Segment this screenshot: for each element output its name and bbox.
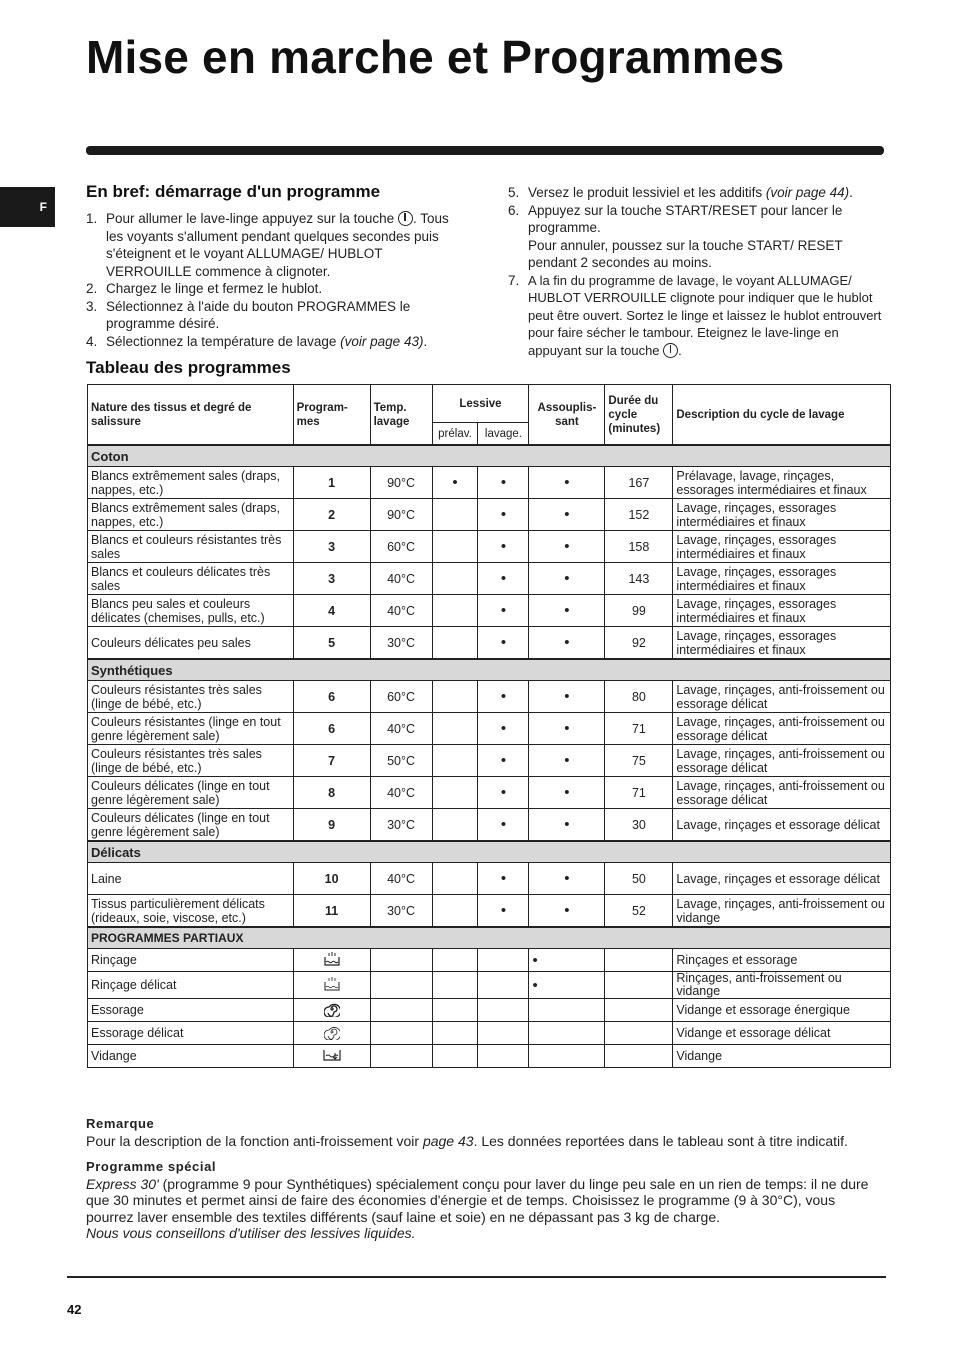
section-row [88, 659, 891, 681]
description-cell: Lavage, rinçages, essorages intermédiaires et finaux [673, 499, 891, 531]
header-temperature: Temp. lavage [370, 385, 432, 446]
rinse-icon [323, 951, 341, 970]
fabric-cell: Blancs peu sales et couleurs délicates (chemises, pulls, etc.) [88, 595, 294, 627]
fabric-cell: Couleurs délicates (linge en tout genre légèrement sale) [88, 777, 294, 809]
softener-cell: • [529, 972, 605, 999]
special-program-name: Express 30' [86, 1175, 159, 1192]
temperature-cell: 90°C [370, 499, 432, 531]
power-icon [398, 211, 413, 226]
prewash-cell [432, 777, 478, 809]
prewash-cell [432, 809, 478, 842]
program-number-cell: 1 [293, 467, 370, 499]
program-icon-cell [293, 1022, 370, 1045]
table-row [88, 627, 891, 660]
step-item [86, 333, 466, 351]
table-body [88, 445, 891, 1068]
description-cell: Rinçages, anti-froissement ou vidange [673, 972, 891, 999]
duration-cell: 71 [605, 713, 673, 745]
description-cell: Lavage, rinçages et essorage délicat [673, 863, 891, 895]
table-row [88, 972, 891, 999]
quick-start-heading: En bref: démarrage d'un programme [86, 182, 381, 201]
fabric-cell: Vidange [88, 1045, 294, 1068]
table-row [88, 1022, 891, 1045]
fabric-cell: Couleurs délicates peu sales [88, 627, 294, 660]
duration-cell: 152 [605, 499, 673, 531]
wash-cell: • [478, 531, 529, 563]
wash-cell: • [478, 895, 529, 928]
description-cell: Lavage, rinçages et essorage délicat [673, 809, 891, 842]
step-item [508, 184, 884, 202]
duration-cell: 30 [605, 809, 673, 842]
prewash-cell: • [432, 467, 478, 499]
programs-table [87, 384, 891, 1068]
remarque-text-part: Pour la description de la fonction anti-froissement voir [86, 1132, 423, 1149]
prewash-cell [432, 895, 478, 928]
step-text [528, 202, 884, 272]
step-text-part: . [678, 342, 682, 358]
table-row [88, 999, 891, 1022]
softener-cell [529, 1045, 605, 1068]
special-advice: Nous vous conseillons d'utiliser des lessives liquides. [86, 1225, 416, 1241]
power-icon [663, 343, 678, 358]
duration-cell: 167 [605, 467, 673, 499]
wash-cell [478, 999, 529, 1022]
delicate-rinse-icon [323, 976, 341, 995]
wash-cell: • [478, 713, 529, 745]
description-cell: Vidange [673, 1045, 891, 1068]
description-cell: Lavage, rinçages, essorages intermédiaires et finaux [673, 595, 891, 627]
fabric-cell: Laine [88, 863, 294, 895]
softener-cell: • [529, 563, 605, 595]
softener-cell: • [529, 777, 605, 809]
table-row [88, 949, 891, 972]
description-cell: Lavage, rinçages, anti-froissement ou essorage délicat [673, 681, 891, 713]
table-row [88, 745, 891, 777]
header-prelavage: prélav. [432, 423, 478, 446]
step-text-part: . [423, 333, 428, 349]
prewash-cell [432, 531, 478, 563]
duration-cell [605, 972, 673, 999]
duration-cell [605, 999, 673, 1022]
step-number: 5. [508, 185, 520, 200]
duration-cell: 71 [605, 777, 673, 809]
duration-cell [605, 1022, 673, 1045]
program-number-cell: 7 [293, 745, 370, 777]
wash-cell: • [478, 863, 529, 895]
step-text-part: Versez le produit lessiviel et les additifs [528, 185, 766, 200]
prewash-cell [432, 949, 478, 972]
description-cell: Vidange et essorage délicat [673, 1022, 891, 1045]
table-row [88, 713, 891, 745]
remarque-heading: Remarque [86, 1116, 155, 1131]
spin-icon [324, 1001, 340, 1020]
softener-cell: • [529, 895, 605, 928]
footer-divider [67, 1276, 886, 1278]
fabric-cell: Blancs extrêmement sales (draps, nappes, etc.) [88, 467, 294, 499]
fabric-cell: Rinçage [88, 949, 294, 972]
step-text-part: . Tous les voyants s'allument pendant quelques secondes puis s'éteignent et le voyant ALLUMAGE/ HUBLOT VERROUILLE commence à clignoter. [106, 211, 449, 279]
step-item [86, 210, 466, 280]
quick-start-right [508, 184, 884, 359]
prewash-cell [432, 1045, 478, 1068]
temperature-cell [370, 949, 432, 972]
duration-cell: 80 [605, 681, 673, 713]
description-cell: Lavage, rinçages, anti-froissement ou vidange [673, 895, 891, 928]
description-cell: Prélavage, lavage, rinçages, essorages intermédiaires et finaux [673, 467, 891, 499]
prewash-cell [432, 745, 478, 777]
step-text: Sélectionnez à l'aide du bouton PROGRAMMES le programme désiré. [106, 298, 411, 331]
header-nature: Nature des tissus et degré de salissure [88, 385, 294, 446]
program-number-cell: 8 [293, 777, 370, 809]
step-text-part: Appuyez sur la touche START/RESET pour lancer le programme. [528, 202, 843, 235]
step-item [86, 280, 466, 298]
temperature-cell: 40°C [370, 863, 432, 895]
table-row [88, 467, 891, 499]
special-text [86, 1176, 886, 1242]
duration-cell [605, 949, 673, 972]
description-cell: Vidange et essorage énergique [673, 999, 891, 1022]
temperature-cell: 40°C [370, 777, 432, 809]
step-number: 3. [86, 298, 98, 314]
temperature-cell: 50°C [370, 745, 432, 777]
step-text-part: Pour allumer le lave-linge appuyez sur la touche [106, 211, 395, 226]
description-cell: Lavage, rinçages, anti-froissement ou essorage délicat [673, 745, 891, 777]
fabric-cell: Rinçage délicat [88, 972, 294, 999]
table-row [88, 499, 891, 531]
table-row [88, 809, 891, 842]
title-divider [86, 146, 884, 155]
step-item [508, 272, 884, 360]
wash-cell: • [478, 563, 529, 595]
special-heading: Programme spécial [86, 1159, 217, 1174]
temperature-cell: 60°C [370, 531, 432, 563]
program-icon-cell [293, 999, 370, 1022]
wash-cell: • [478, 745, 529, 777]
header-assouplissant: Assouplis- sant [529, 385, 605, 446]
drain-icon [322, 1047, 342, 1066]
wash-cell: • [478, 467, 529, 499]
table-row [88, 681, 891, 713]
table-row [88, 895, 891, 928]
section-title: PROGRAMMES PARTIAUX [88, 927, 891, 949]
header-description: Description du cycle de lavage [673, 385, 891, 446]
softener-cell: • [529, 681, 605, 713]
temperature-cell [370, 1045, 432, 1068]
step-number: 1. [86, 211, 98, 226]
header-programmes: Program- mes [293, 385, 370, 446]
step-text-part: Pour annuler, poussez sur la touche START/ RESET pendant 2 secondes au moins. [528, 237, 843, 270]
temperature-cell: 30°C [370, 809, 432, 842]
delicate-spin-icon [324, 1024, 340, 1043]
step-number: 6. [508, 202, 520, 218]
table-row [88, 563, 891, 595]
section-row [88, 445, 891, 467]
wash-cell: • [478, 595, 529, 627]
step-text [528, 272, 884, 360]
duration-cell: 50 [605, 863, 673, 895]
temperature-cell: 60°C [370, 681, 432, 713]
table-row [88, 863, 891, 895]
notes-section [86, 1116, 886, 1242]
prewash-cell [432, 595, 478, 627]
step-item [86, 298, 466, 333]
section-title: Synthétiques [88, 659, 891, 681]
step-text [106, 333, 466, 351]
page-reference: (voir page 43) [340, 333, 424, 349]
program-number-cell: 10 [293, 863, 370, 895]
step-text-part: . [849, 185, 853, 200]
step-text: Chargez le linge et fermez le hublot. [106, 281, 323, 296]
header-lavage: lavage. [478, 423, 529, 446]
softener-cell [529, 999, 605, 1022]
header-lessive: Lessive [432, 385, 529, 423]
prewash-cell [432, 499, 478, 531]
section-title: Délicats [88, 841, 891, 863]
prewash-cell [432, 972, 478, 999]
step-text [106, 210, 466, 280]
duration-cell: 92 [605, 627, 673, 660]
description-cell: Rinçages et essorage [673, 949, 891, 972]
softener-cell: • [529, 949, 605, 972]
program-number-cell: 5 [293, 627, 370, 660]
step-number: 4. [86, 333, 98, 349]
special-description: (programme 9 pour Synthétiques) spécialement conçu pour laver du linge peu sale en un rien de temps: il ne dure que 30 minutes et permet ainsi de faire des économies d'énergie et de temps. Choisissez le programme (9 à 30°C), vous pourrez laver ensemble des textiles différents (sauf laine et soie) en ne dépassant pas 3 kg de charge. [86, 1175, 869, 1225]
remarque-text [86, 1133, 886, 1150]
prewash-cell [432, 863, 478, 895]
program-number-cell: 2 [293, 499, 370, 531]
temperature-cell [370, 999, 432, 1022]
duration-cell: 99 [605, 595, 673, 627]
softener-cell: • [529, 863, 605, 895]
softener-cell: • [529, 595, 605, 627]
page-title: Mise en marche et Programmes [86, 31, 785, 83]
description-cell: Lavage, rinçages, essorages intermédiaires et finaux [673, 563, 891, 595]
fabric-cell: Couleurs résistantes très sales (linge de bébé, etc.) [88, 681, 294, 713]
duration-cell: 143 [605, 563, 673, 595]
temperature-cell: 30°C [370, 627, 432, 660]
prewash-cell [432, 681, 478, 713]
quick-start-left [86, 182, 466, 350]
softener-cell: • [529, 531, 605, 563]
program-number-cell: 3 [293, 563, 370, 595]
fabric-cell: Blancs extrêmement sales (draps, nappes, etc.) [88, 499, 294, 531]
table-title: Tableau des programmes [86, 358, 291, 377]
program-number-cell: 6 [293, 713, 370, 745]
temperature-cell: 40°C [370, 595, 432, 627]
duration-cell: 75 [605, 745, 673, 777]
fabric-cell: Blancs et couleurs délicates très sales [88, 563, 294, 595]
softener-cell: • [529, 809, 605, 842]
language-tab-label: F [39, 200, 47, 214]
quick-start-steps-right [508, 184, 884, 359]
fabric-cell: Essorage délicat [88, 1022, 294, 1045]
program-number-cell: 11 [293, 895, 370, 928]
page-reference: (voir page 44) [765, 185, 850, 200]
temperature-cell: 40°C [370, 563, 432, 595]
wash-cell: • [478, 777, 529, 809]
table-row [88, 531, 891, 563]
duration-cell: 52 [605, 895, 673, 928]
program-number-cell: 6 [293, 681, 370, 713]
fabric-cell: Blancs et couleurs résistantes très sales [88, 531, 294, 563]
section-row [88, 927, 891, 949]
softener-cell [529, 1022, 605, 1045]
step-number: 7. [508, 272, 520, 288]
step-number: 2. [86, 281, 98, 296]
prewash-cell [432, 563, 478, 595]
temperature-cell: 40°C [370, 713, 432, 745]
prewash-cell [432, 713, 478, 745]
wash-cell [478, 1045, 529, 1068]
section-title: Coton [88, 445, 891, 467]
description-cell: Lavage, rinçages, anti-froissement ou essorage délicat [673, 777, 891, 809]
wash-cell: • [478, 681, 529, 713]
wash-cell [478, 1022, 529, 1045]
fabric-cell: Tissus particulièrement délicats (rideaux, soie, viscose, etc.) [88, 895, 294, 928]
softener-cell: • [529, 467, 605, 499]
fabric-cell: Couleurs délicates (linge en tout genre légèrement sale) [88, 809, 294, 842]
description-cell: Lavage, rinçages, essorages intermédiaires et finaux [673, 627, 891, 660]
table-row [88, 595, 891, 627]
page-reference: page 43 [422, 1132, 474, 1149]
fabric-cell: Couleurs résistantes (linge en tout genre légèrement sale) [88, 713, 294, 745]
softener-cell: • [529, 499, 605, 531]
table-row [88, 1045, 891, 1068]
softener-cell: • [529, 627, 605, 660]
prewash-cell [432, 999, 478, 1022]
step-text-part: A la fin du programme de lavage, le voyant ALLUMAGE/ HUBLOT VERROUILLE clignote pour indiquer que le hublot peut être ouvert. Sortez le linge et laissez le hublot entrouvert pour faire sécher le tambour. Eteignez le lave-linge en appuyant sur la touche [528, 272, 882, 358]
softener-cell: • [529, 745, 605, 777]
wash-cell: • [478, 499, 529, 531]
temperature-cell: 90°C [370, 467, 432, 499]
description-cell: Lavage, rinçages, essorages intermédiaires et finaux [673, 531, 891, 563]
step-item [508, 202, 884, 272]
duration-cell [605, 1045, 673, 1068]
description-cell: Lavage, rinçages, anti-froissement ou essorage délicat [673, 713, 891, 745]
language-tab [0, 187, 55, 227]
temperature-cell [370, 972, 432, 999]
prewash-cell [432, 627, 478, 660]
step-text-part: Sélectionnez la température de lavage [106, 333, 341, 349]
page-number: 42 [67, 1302, 82, 1317]
temperature-cell [370, 1022, 432, 1045]
program-icon-cell [293, 1045, 370, 1068]
wash-cell: • [478, 627, 529, 660]
program-number-cell: 3 [293, 531, 370, 563]
program-icon-cell [293, 949, 370, 972]
program-number-cell: 9 [293, 809, 370, 842]
table-row [88, 777, 891, 809]
wash-cell: • [478, 809, 529, 842]
table-header-row [88, 385, 891, 423]
softener-cell: • [529, 713, 605, 745]
remarque-text-part: . Les données reportées dans le tableau sont à titre indicatif. [473, 1132, 848, 1149]
wash-cell [478, 972, 529, 999]
step-text [528, 184, 884, 202]
program-number-cell: 4 [293, 595, 370, 627]
fabric-cell: Essorage [88, 999, 294, 1022]
header-duree: Durée du cycle (minutes) [605, 385, 673, 446]
prewash-cell [432, 1022, 478, 1045]
duration-cell: 158 [605, 531, 673, 563]
wash-cell [478, 949, 529, 972]
program-icon-cell [293, 972, 370, 999]
temperature-cell: 30°C [370, 895, 432, 928]
section-row [88, 841, 891, 863]
quick-start-steps-left [86, 210, 466, 350]
fabric-cell: Couleurs résistantes très sales (linge de bébé, etc.) [88, 745, 294, 777]
